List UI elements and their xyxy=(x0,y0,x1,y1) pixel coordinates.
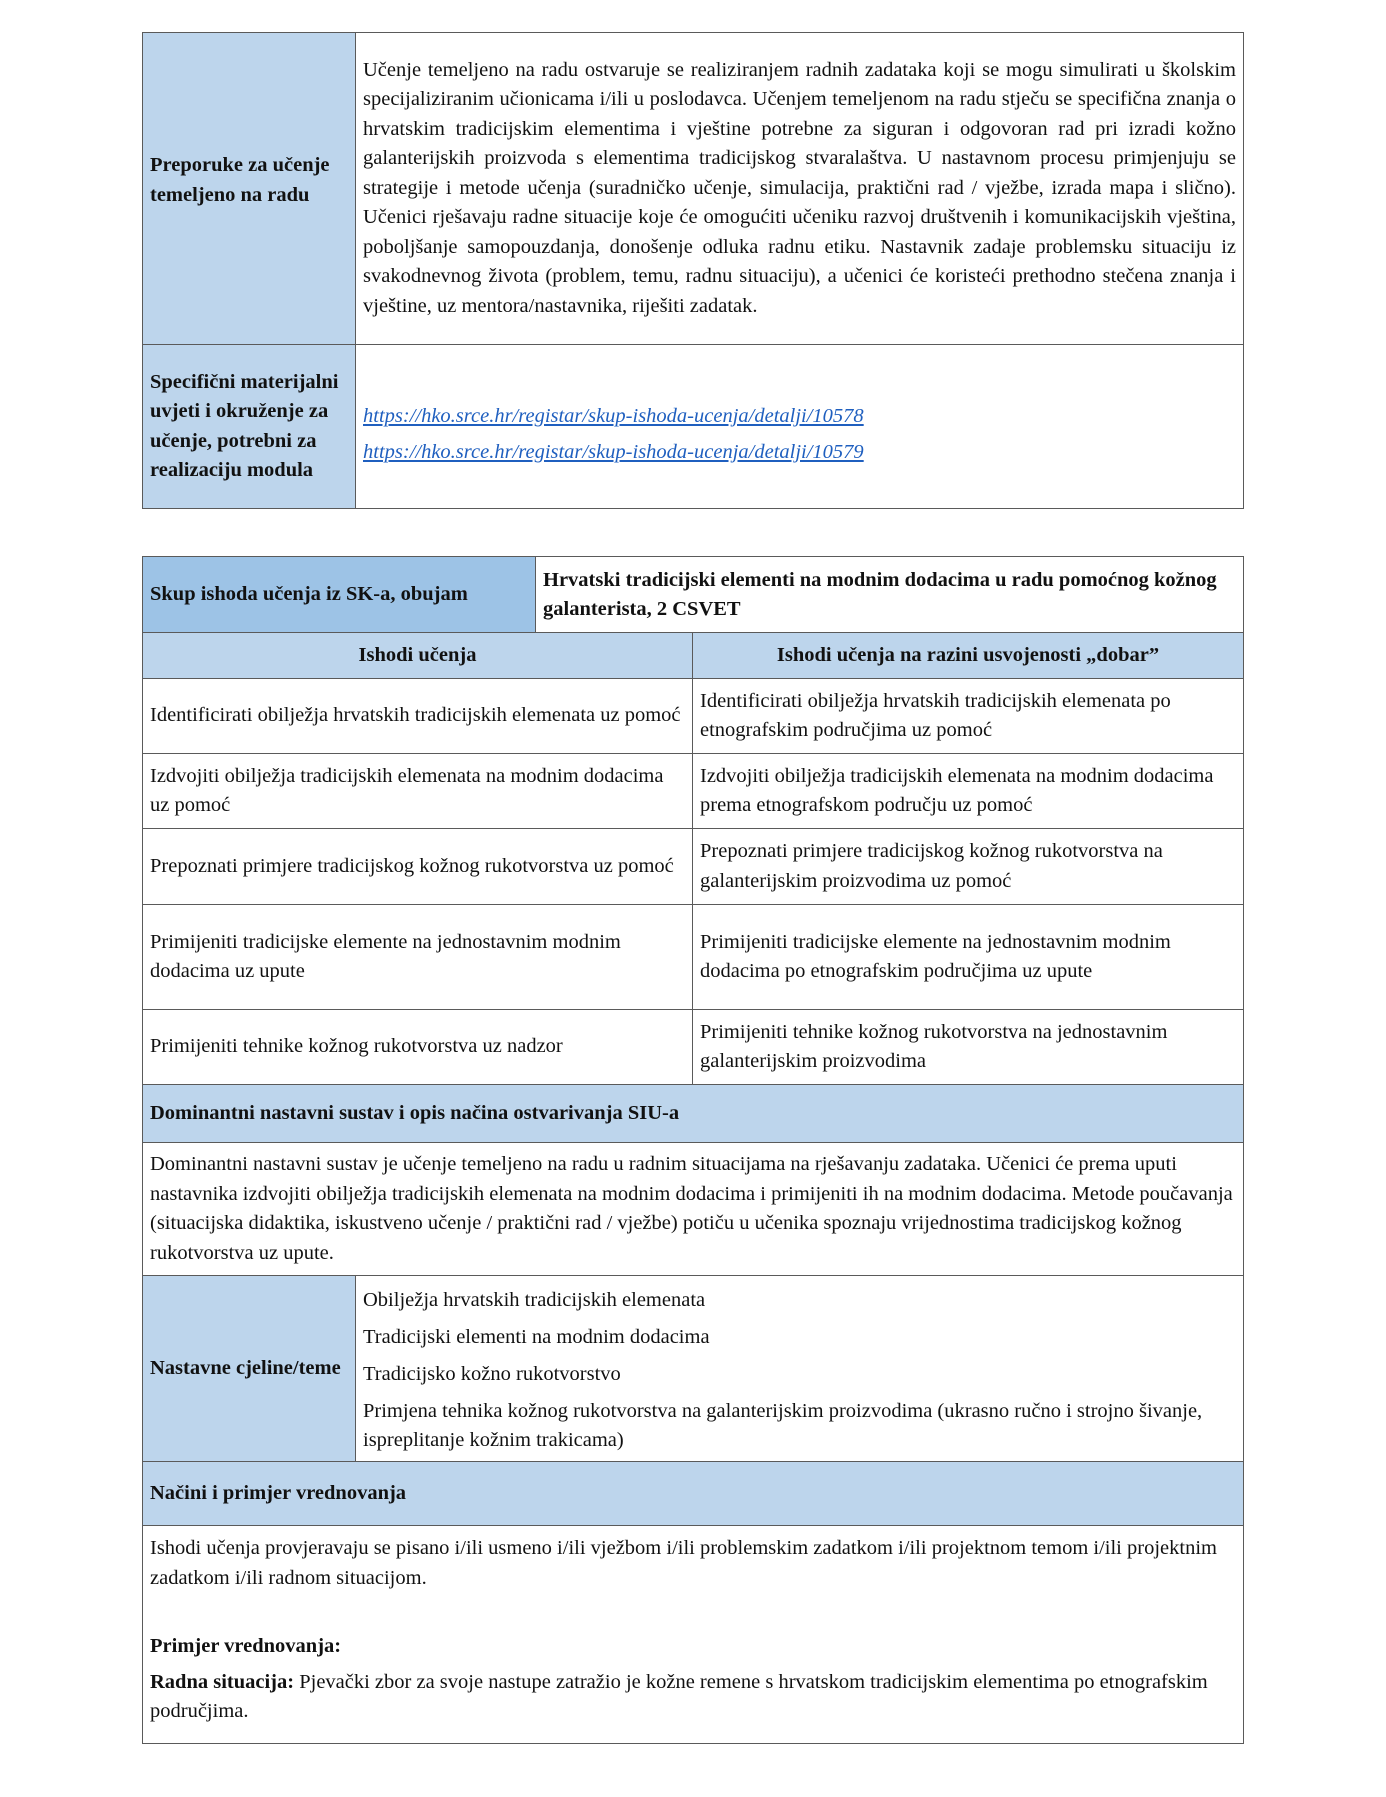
outcome-set-value: Hrvatski tradicijski elementi na modnim dodacima u radu pomoćnog kožnog galanterista, 2 CSVET xyxy=(536,557,1244,633)
topic-item: Primjena tehnika kožnog rukotvorstva na galanterijskim proizvodima (ukrasno ručno i strojno šivanje, ispreplitanje kožnim trakicama) xyxy=(363,1399,1203,1451)
table-row xyxy=(143,754,1244,829)
link-10579[interactable]: https://hko.srce.hr/registar/skup-ishoda-ucenja/detalji/10579 xyxy=(363,440,864,463)
outcome-cell: Primijeniti tehnike kožnog rukotvorstva uz nadzor xyxy=(143,1010,693,1085)
outcome-set-label: Skup ishoda učenja iz SK-a, obujam xyxy=(143,557,536,633)
outcome-cell: Izdvojiti obilježja tradicijskih elemenata na modnim dodacima uz pomoć xyxy=(143,754,693,829)
label-work-based-learning: Preporuke za učenje temeljeno na radu xyxy=(143,33,356,345)
example-paragraph xyxy=(150,1668,1236,1727)
table-row-evaluation-text xyxy=(143,1526,1244,1744)
link-10578[interactable]: https://hko.srce.hr/registar/skup-ishoda-ucenja/detalji/10578 xyxy=(363,405,864,427)
example-title: Primjer vrednovanja: xyxy=(150,1635,342,1657)
outcome-good-cell: Primijeniti tehnike kožnog rukotvorstva na jednostavnim galanterijskim proizvodima xyxy=(693,1010,1244,1085)
dominant-system-text: Dominantni nastavni sustav je učenje temeljeno na radu u radnim situacijama na rješavanju zadataka. Učenici će prema uputi nastavnika izdvojiti obilježja tradicijskih elemenata na modnim dodacima i primijeniti ih na modnim dodacima. Metode poučavanja (situacijska didaktika, iskustveno učenje / praktični rad / vježbe) potiču u učenika spoznaju vrijednostima tradicijskog kožnog rukotvorstva uz upute. xyxy=(143,1143,1244,1276)
text-work-based-learning: Učenje temeljeno na radu ostvaruje se realiziranjem radnih zadataka koji se mogu simulirati u školskim specijaliziranim učionicama i/ili u poslodavca. Učenjem temeljenom na radu stječu se specifična znanja o hrvatskim tradicijskim elementima i vještine potrebne za siguran i odgovoran rad pri izradi kožno galanterijskih proizvoda s elementima tradicijskog stvaralaštva. U nastavnom procesu primjenjuju se strategije i metode učenja (suradničko učenje, simulacija, praktični rad / vježbe, izrada mapa i slično). Učenici rješavaju radne situacije koje će omogućiti učeniku razvoj društvenih i komunikacijskih vještina, poboljšanje samopouzdanja, donošenje odluka radnu etiku. Nastavnik zadaje problemsku situaciju iz svakodnevnog života (problem, temu, radnu situaciju), a učenici će koristeći prethodno stečena znanja i vještine, uz mentora/nastavnika, riješiti zadatak. xyxy=(356,33,1244,345)
table-row-material-conditions xyxy=(143,345,1244,509)
dominant-system-title: Dominantni nastavni sustav i opis načina ostvarivanja SIU-a xyxy=(143,1085,1244,1143)
table-row-dominant-text xyxy=(143,1143,1244,1276)
learning-outcomes-table xyxy=(142,556,1244,1744)
topics-label: Nastavne cjeline/teme xyxy=(143,1276,356,1462)
example-text: Pjevački zbor za svoje nastupe zatražio je kožne remene s hrvatskom tradicijskim elementima po etnografskim područjima. xyxy=(150,1670,1208,1722)
topic-item: Tradicijsko kožno rukotvorstvo xyxy=(363,1362,621,1385)
evaluation-cell xyxy=(143,1526,1244,1744)
label-material-conditions: Specifični materijalni uvjeti i okruženje za učenje, potrebni za realizaciju modula xyxy=(143,345,356,509)
table-row-column-headers xyxy=(143,633,1244,679)
topic-item: Obilježja hrvatskih tradicijskih elemenata xyxy=(363,1288,706,1311)
col-header-outcomes: Ishodi učenja xyxy=(143,633,693,679)
evaluation-text: Ishodi učenja provjeravaju se pisano i/ili usmeno i/ili vježbom i/ili problemskim zadatkom i/ili projektnom temom i/ili projektnim zadatkom i/ili radnom situacijom. xyxy=(150,1537,1217,1589)
outcome-cell: Prepoznati primjere tradicijskog kožnog rukotvorstva uz pomoć xyxy=(143,829,693,905)
module-info-table xyxy=(142,32,1244,509)
example-label: Radna situacija: xyxy=(150,1670,295,1693)
outcome-cell: Primijeniti tradicijske elemente na jednostavnim modnim dodacima uz upute xyxy=(143,905,693,1010)
outcome-cell: Identificirati obilježja hrvatskih tradicijskih elemenata uz pomoć xyxy=(143,679,693,754)
topics-list xyxy=(356,1276,1244,1462)
outcome-good-cell: Prepoznati primjere tradicijskog kožnog rukotvorstva na galanterijskim proizvodima uz pomoć xyxy=(693,829,1244,905)
table-row xyxy=(143,905,1244,1010)
table-row xyxy=(143,679,1244,754)
links-cell xyxy=(356,345,1244,509)
table-row-dominant-title xyxy=(143,1085,1244,1143)
outcome-good-cell: Primijeniti tradicijske elemente na jednostavnim modnim dodacima po etnografskim područjima uz upute xyxy=(693,905,1244,1010)
table-row-header xyxy=(143,557,1244,633)
col-header-outcomes-good: Ishodi učenja na razini usvojenosti „dobar” xyxy=(693,633,1244,679)
outcome-good-cell: Identificirati obilježja hrvatskih tradicijskih elemenata po etnografskim područjima uz pomoć xyxy=(693,679,1244,754)
table-row-work-based-learning xyxy=(143,33,1244,345)
outcome-good-cell: Izdvojiti obilježja tradicijskih elemenata na modnim dodacima prema etnografskom području uz pomoć xyxy=(693,754,1244,829)
table-row xyxy=(143,1010,1244,1085)
table-row-topics xyxy=(143,1276,1244,1462)
evaluation-title: Načini i primjer vrednovanja xyxy=(143,1462,1244,1526)
table-row xyxy=(143,829,1244,905)
topic-item: Tradicijski elementi na modnim dodacima xyxy=(363,1325,710,1348)
table-row-evaluation-title xyxy=(143,1462,1244,1526)
